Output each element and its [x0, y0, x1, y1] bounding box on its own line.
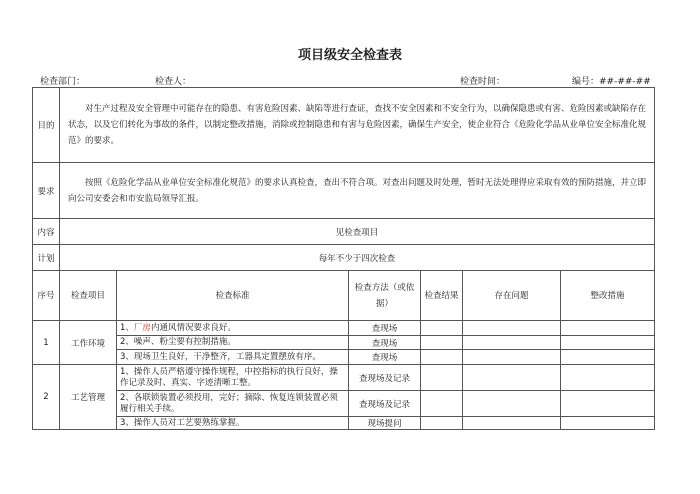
document-title: 项目级安全检查表 — [297, 48, 402, 63]
result-cell[interactable] — [421, 321, 463, 336]
result-cell[interactable] — [421, 365, 463, 391]
purpose-text: 对生产过程及安全管理中可能存在的隐患、有害危险因素、缺陷等进行查证，查找不安全因素和不安全行为，以确保隐患或有害、危险因素或缺陷存在状态，以及它们转化为事故的条件，以制定整改措施，消除或控制隐患和有害与危险因素，确保生产安全，使企业符合《危险化学品从业单位安全标准化规范》的要求。 — [60, 88, 655, 163]
check-method: 现场提问 — [349, 417, 421, 430]
item-seq: 1 — [33, 321, 60, 365]
result-cell[interactable] — [421, 417, 463, 430]
issues-cell[interactable] — [463, 350, 561, 365]
standard-text: 3、现场卫生良好，干净整齐，工器具定置摆放有序。 — [117, 350, 349, 365]
check-method: 查现场 — [349, 321, 421, 336]
requirement-row — [33, 163, 655, 219]
document-number: 编号：##-##-## — [572, 77, 651, 87]
fixes-cell[interactable] — [561, 336, 655, 350]
content-label: 内容 — [33, 219, 60, 245]
column-header-row — [33, 271, 655, 321]
table-row — [33, 365, 655, 391]
standard-text: 2、各联锁装置必须投用，完好；摘除、恢复连锁装置必须履行相关手续。 — [117, 391, 349, 417]
purpose-row — [33, 88, 655, 163]
inspection-time-label: 检查时间： — [460, 77, 506, 87]
table-row — [33, 350, 655, 365]
check-method: 查现场及记录 — [349, 365, 421, 391]
plan-label: 计划 — [33, 245, 60, 271]
content-row — [33, 219, 655, 245]
table-row — [33, 336, 655, 350]
plan-text: 每年不少于四次检查 — [60, 245, 655, 271]
table-row — [33, 391, 655, 417]
table-row — [33, 417, 655, 430]
fixes-cell[interactable] — [561, 391, 655, 417]
col-seq: 序号 — [33, 271, 60, 321]
issues-cell[interactable] — [463, 321, 561, 336]
check-method: 查现场及记录 — [349, 391, 421, 417]
result-cell[interactable] — [421, 391, 463, 417]
issues-cell[interactable] — [463, 336, 561, 350]
inspection-dept-label: 检查部门： — [40, 77, 86, 87]
fixes-cell[interactable] — [561, 365, 655, 391]
standard-text: 2、噪声、粉尘要有控制措施。 — [117, 336, 349, 350]
item-seq: 2 — [33, 365, 60, 430]
standard-text: 3、操作人员对工艺要熟练掌握。 — [117, 417, 349, 430]
col-issues: 存在问题 — [463, 271, 561, 321]
check-method: 查现场 — [349, 336, 421, 350]
standard-text: 1、厂房内通风情况要求良好。 — [117, 321, 349, 336]
issues-cell[interactable] — [463, 417, 561, 430]
requirement-label: 要求 — [33, 163, 60, 219]
plan-row — [33, 245, 655, 271]
issues-cell[interactable] — [463, 365, 561, 391]
fixes-cell[interactable] — [561, 417, 655, 430]
col-fixes: 整改措施 — [561, 271, 655, 321]
fixes-cell[interactable] — [561, 350, 655, 365]
highlight-text: 厂房 — [133, 322, 151, 333]
content-text: 见检查项目 — [60, 219, 655, 245]
result-cell[interactable] — [421, 336, 463, 350]
fixes-cell[interactable] — [561, 321, 655, 336]
inspector-label: 检查人： — [155, 77, 192, 87]
col-method: 检查方法（或依据） — [349, 271, 421, 321]
item-name: 工作环境 — [60, 321, 117, 365]
table-row — [33, 321, 655, 336]
col-result: 检查结果 — [421, 271, 463, 321]
requirement-text: 按照《危险化学品从业单位安全标准化规范》的要求认真检查，查出不符合项。对查出问题及时处理，暂时无法处理得应采取有效的预防措施，并立即向公司安委会和市安监局领导汇报。 — [60, 163, 655, 219]
check-method: 查现场 — [349, 350, 421, 365]
col-standard: 检查标准 — [117, 271, 349, 321]
purpose-label: 目的 — [33, 88, 60, 163]
issues-cell[interactable] — [463, 391, 561, 417]
result-cell[interactable] — [421, 350, 463, 365]
col-item: 检查项目 — [60, 271, 117, 321]
inspection-table — [32, 87, 655, 430]
standard-text: 1、操作人员严格遵守操作规程，中控指标的执行良好，操作记录及时、真实、字迹清晰工整。 — [117, 365, 349, 391]
item-name: 工艺管理 — [60, 365, 117, 430]
